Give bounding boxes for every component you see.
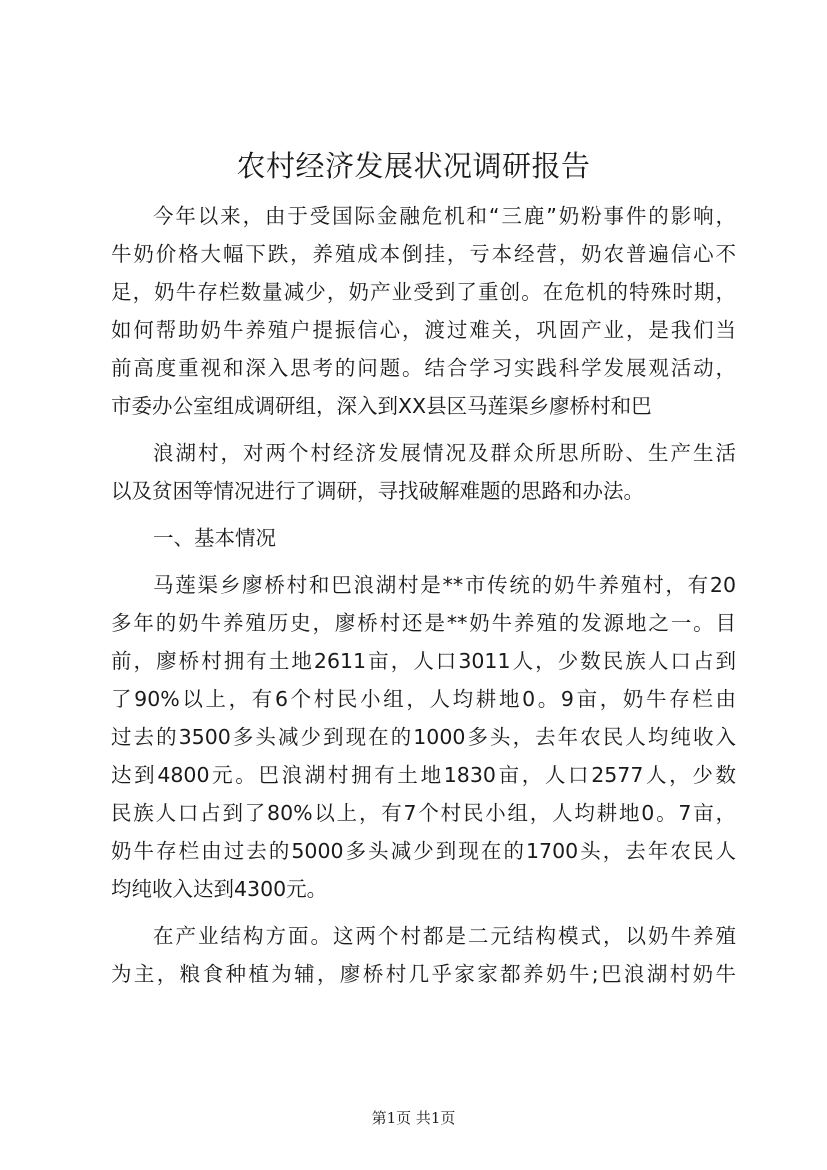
text-line: 过去的3500多头减少到现在的1000多头，去年农民人均纯收入 bbox=[111, 725, 736, 749]
page-number: 第1页 共1页 bbox=[371, 1109, 456, 1127]
text-line: 多年的奶牛养殖历史，廖桥村还是**奶牛养殖的发源地之一。目 bbox=[111, 611, 736, 635]
section-heading bbox=[111, 519, 736, 557]
text-line: 均纯收入达到4300元。 bbox=[111, 877, 328, 901]
text-line: 浪湖村，对两个村经济发展情况及群众所思所盼、生产生活 bbox=[153, 441, 736, 465]
paragraph bbox=[111, 917, 736, 993]
text-line: 牛奶价格大幅下跌，养殖成本倒挂，亏本经营，奶农普遍信心不 bbox=[111, 242, 736, 266]
text-line: 在产业结构方面。这两个村都是二元结构模式，以奶牛养殖 bbox=[153, 924, 736, 948]
text-line: 如何帮助奶牛养殖户提振信心，渡过难关，巩固产业，是我们当 bbox=[111, 318, 736, 342]
text-line: 了90%以上，有6个村民小组，人均耕地0。9亩，奶牛存栏由 bbox=[111, 687, 736, 711]
paragraph bbox=[111, 566, 736, 908]
text-line: 奶牛存栏由过去的5000多头减少到现在的1700头，去年农民人 bbox=[111, 839, 736, 863]
text-line: 达到4800元。巴浪湖村拥有土地1830亩，人口2577人，少数 bbox=[111, 763, 736, 787]
paragraph bbox=[111, 197, 736, 425]
text-line: 以及贫困等情况进行了调研，寻找破解难题的思路和办法。 bbox=[111, 479, 644, 503]
text-line: 市委办公室组成调研组，深入到XX县区马莲渠乡廖桥村和巴 bbox=[111, 394, 652, 418]
text-line: 民族人口占到了80%以上，有7个村民小组，人均耕地0。7亩， bbox=[111, 801, 736, 825]
document-body bbox=[111, 197, 736, 993]
text-line: 今年以来，由于受国际金融危机和“三鹿”奶粉事件的影响， bbox=[153, 204, 736, 228]
paragraph bbox=[111, 434, 736, 510]
section-heading-text: 一、基本情况 bbox=[153, 526, 276, 550]
text-line: 马莲渠乡廖桥村和巴浪湖村是**市传统的奶牛养殖村，有20 bbox=[153, 573, 736, 597]
document-title: 农村经济发展状况调研报告 bbox=[236, 149, 591, 183]
text-line: 前，廖桥村拥有土地2611亩，人口3011人，少数民族人口占到 bbox=[111, 649, 736, 673]
text-line: 为主，粮食种植为辅，廖桥村几乎家家都养奶牛;巴浪湖村奶牛 bbox=[111, 962, 736, 986]
text-line: 前高度重视和深入思考的问题。结合学习实践科学发展观活动， bbox=[111, 356, 736, 380]
text-line: 足，奶牛存栏数量减少，奶产业受到了重创。在危机的特殊时期， bbox=[111, 280, 736, 304]
